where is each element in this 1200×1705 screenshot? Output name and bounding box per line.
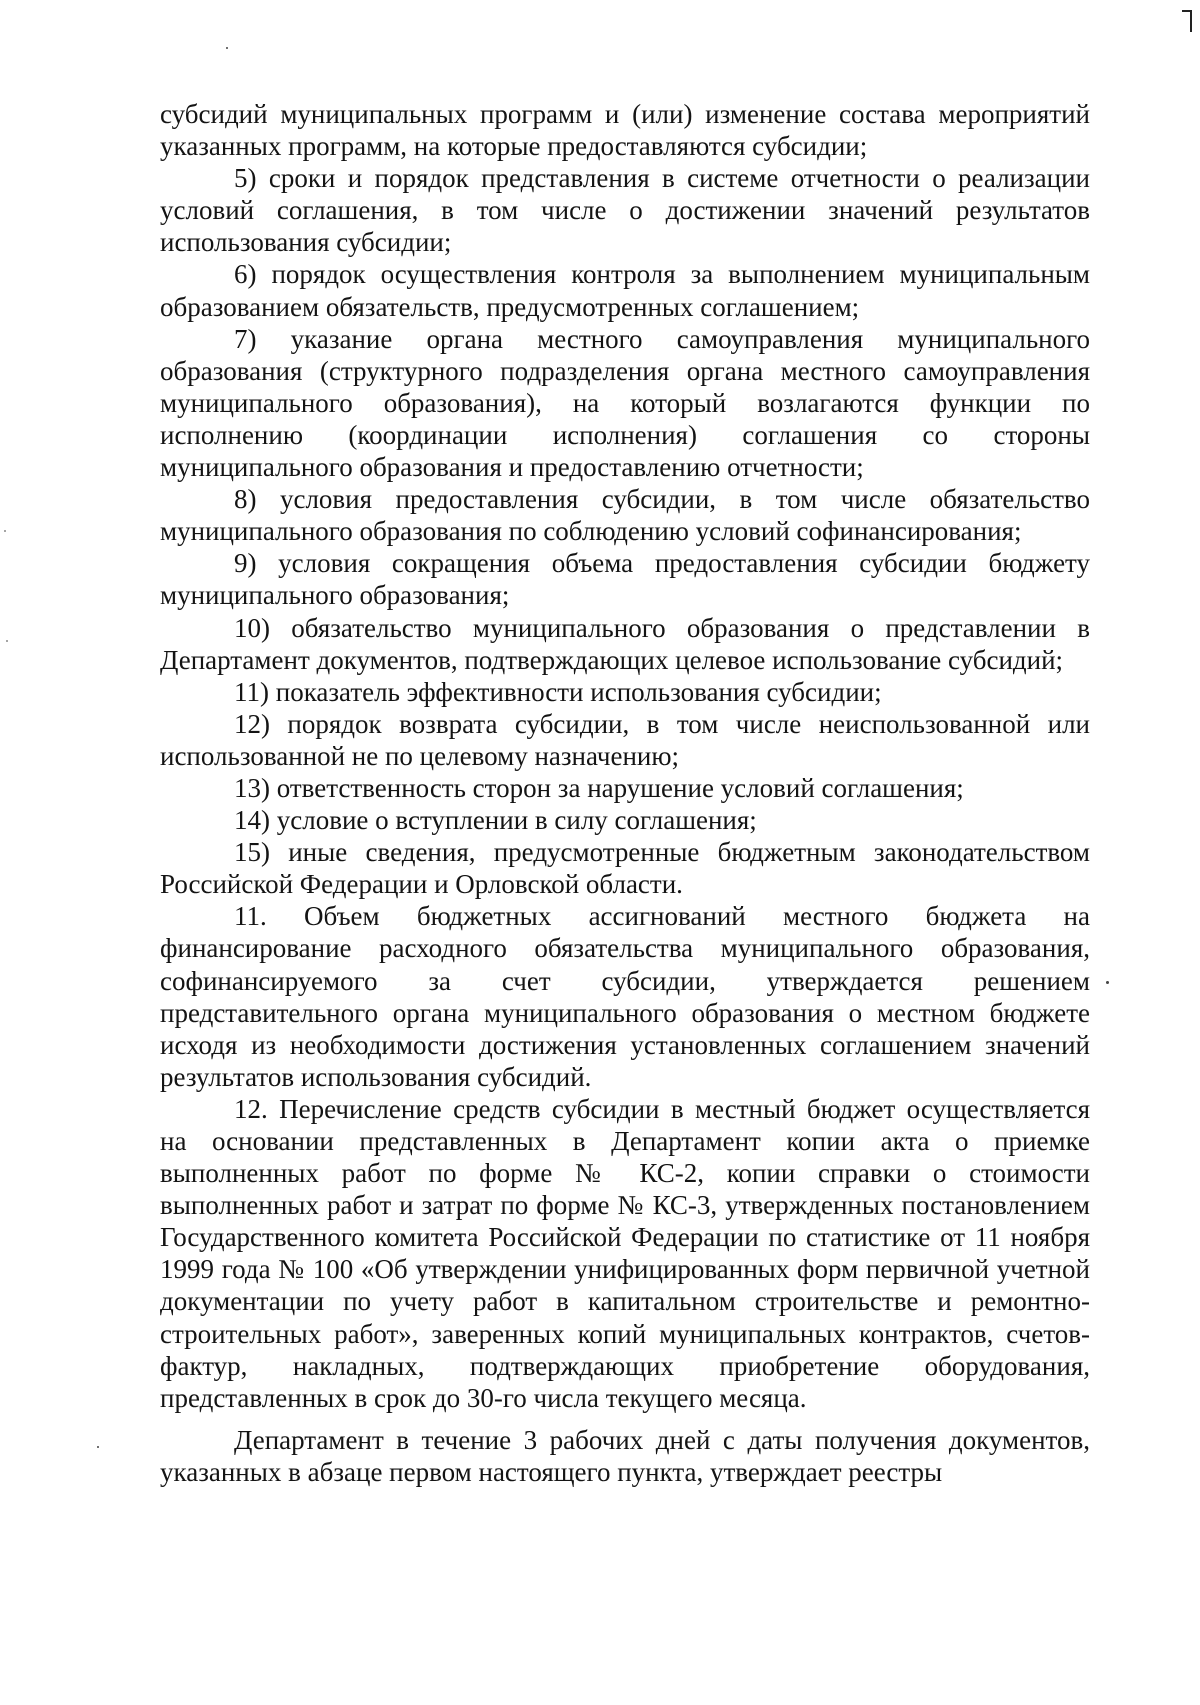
paragraph-clause-11: 11. Объем бюджетных ассигнований местного бюджета на финансирование расходного обязательства муниципального образования, софинансируемого за счет субсидии, утверждается решением представительного органа муниципального образования о местном бюджете исходя из необходимости достижения установленных соглашением значений результатов использования субсидий. [160, 901, 1090, 1092]
document-body [160, 98, 1090, 1488]
paragraph-item-12: 12) порядок возврата субсидии, в том числе неиспользованной или использованной не по целевому назначению; [160, 708, 1090, 771]
paragraph-item-11: 11) показатель эффективности использования субсидии; [234, 676, 882, 707]
paragraph-item-13: 13) ответственность сторон за нарушение условий соглашения; [234, 772, 964, 803]
scan-speck [1106, 981, 1109, 984]
paragraph-continuation: субсидий муниципальных программ и (или) изменение состава мероприятий указанных программ, на которые предоставляются субсидии; [160, 99, 1090, 162]
paragraph-item-14: 14) условие о вступлении в силу соглашения; [234, 805, 757, 836]
paragraph-item-7: 7) указание органа местного самоуправления муниципального образования (структурного подразделения органа местного самоуправления муниципального образования), на который возлагаются функции по исполнению (координации исполнения) соглашения со стороны муниципального образования и предоставлению отчетности; [160, 323, 1090, 483]
scan-speck [97, 1446, 99, 1448]
scan-speck [6, 640, 8, 642]
scan-corner-mark [1182, 10, 1192, 32]
paragraph-item-9: 9) условия сокращения объема предоставления субсидии бюджету муниципального образования; [160, 548, 1090, 611]
paragraph-item-5: 5) сроки и порядок представления в системе отчетности о реализации условий соглашения, в том числе о достижении значений результатов использования субсидии; [160, 163, 1090, 258]
paragraph-department: Департамент в течение 3 рабочих дней с даты получения документов, указанных в абзаце первом настоящего пункта, утверждает реестры [160, 1424, 1090, 1487]
paragraph-item-10: 10) обязательство муниципального образования о представлении в Департамент документов, подтверждающих целевое использование субсидий; [160, 612, 1090, 675]
scan-speck [226, 47, 228, 49]
scan-speck [4, 530, 6, 532]
paragraph-item-15: 15) иные сведения, предусмотренные бюджетным законодательством Российской Федерации и Орловской области. [160, 837, 1090, 900]
paragraph-item-6: 6) порядок осуществления контроля за выполнением муниципальным образованием обязательств, предусмотренных соглашением; [160, 259, 1090, 322]
paragraph-clause-12: 12. Перечисление средств субсидии в местный бюджет осуществляется на основании представленных в Департамент копии акта о приемке выполненных работ по форме № КС-2, копии справки о стоимости выполненных работ и затрат по форме № КС-3, утвержденных постановлением Государственного комитета Российской Федерации по статистике от 11 ноября 1999 года № 100 «Об утверждении унифицированных форм первичной учетной документации по учету работ в капитальном строительстве и ремонтно-строительных работ», заверенных копий муниципальных контрактов, счетов-фактур, накладных, подтверждающих приобретение оборудования, представленных в срок до 30-го числа текущего месяца. [160, 1093, 1090, 1413]
paragraph-item-8: 8) условия предоставления субсидии, в том числе обязательство муниципального образования по соблюдению условий софинансирования; [160, 484, 1090, 547]
